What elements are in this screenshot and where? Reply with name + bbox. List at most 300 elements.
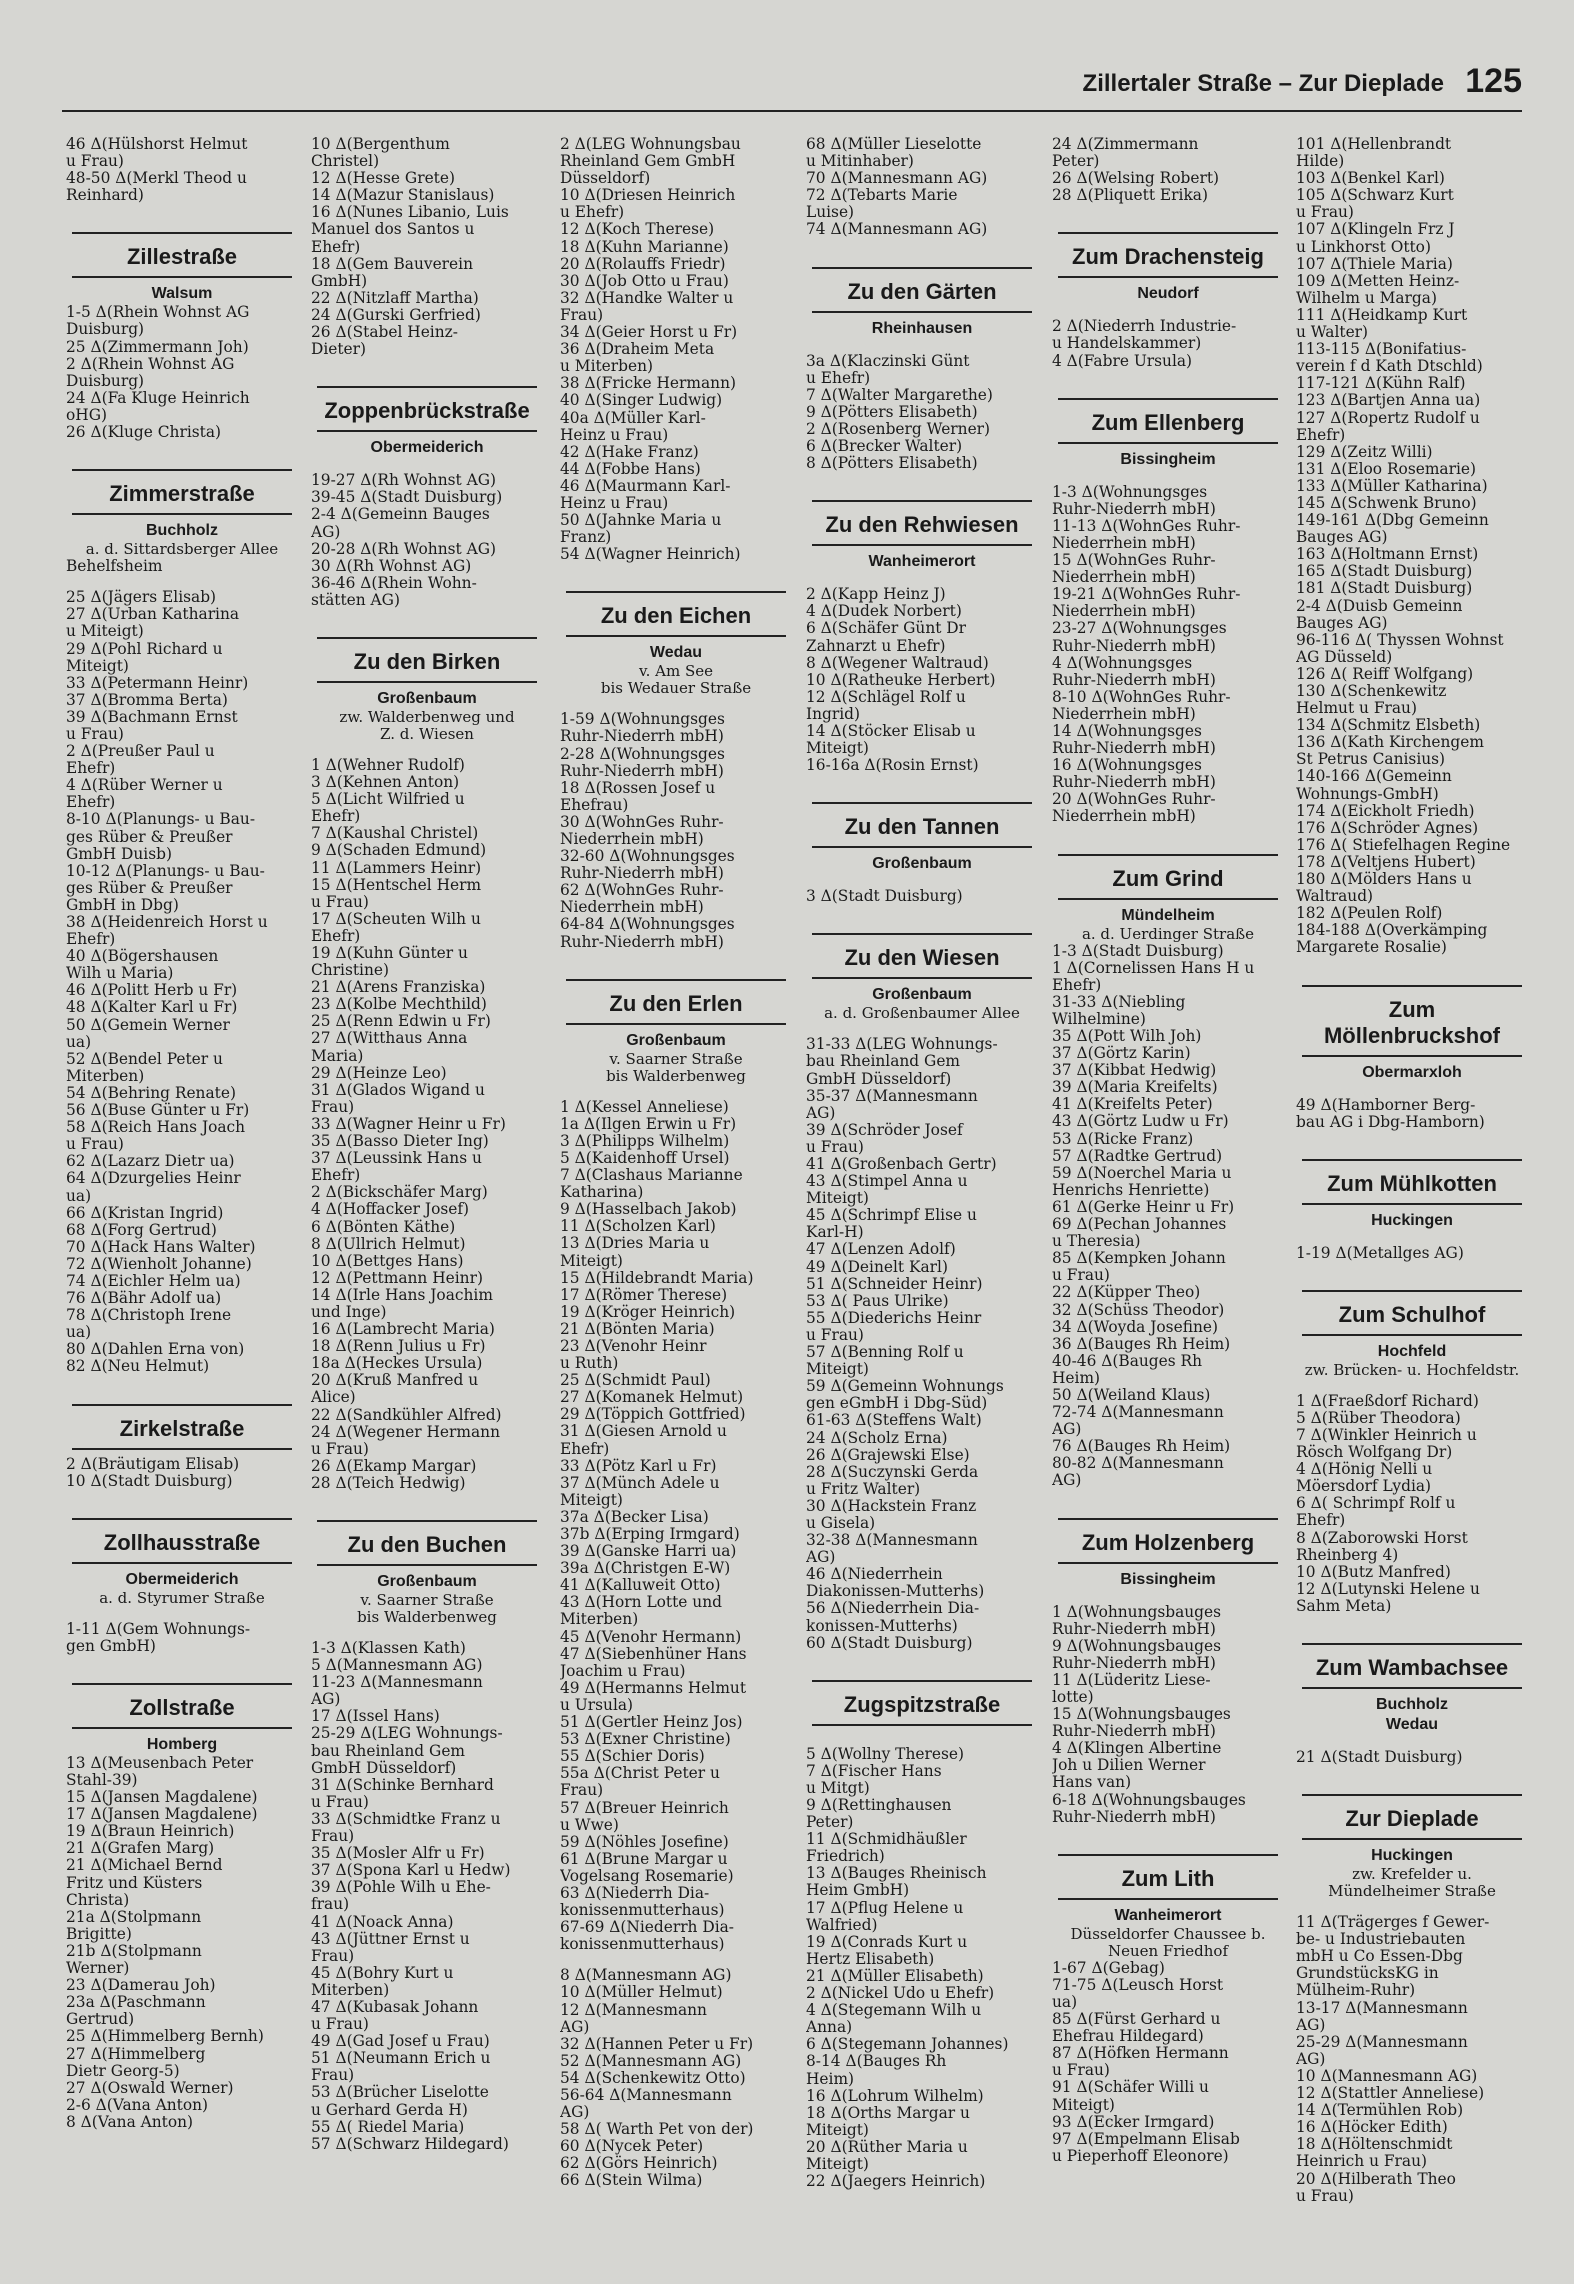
- directory-entry: 66 Δ(Kristan Ingrid): [66, 1204, 224, 1222]
- directory-entry: 43 Δ(Horn Lotte und: [560, 1594, 722, 1612]
- directory-entry: Niederrhein mbH): [560, 899, 704, 917]
- page-header: [62, 60, 1522, 112]
- directory-entry: Christine): [311, 962, 389, 980]
- directory-entry: 2 Δ(Bräutigam Elisab): [66, 1455, 240, 1473]
- district-label: Rheinhausen: [871, 319, 973, 337]
- directory-entry: GmbH Düsseldorf): [311, 1759, 457, 1777]
- directory-entry: 1-3 Δ(Stadt Duisburg): [1052, 942, 1224, 960]
- directory-entry: 13 Δ(Meusenbach Peter: [66, 1754, 254, 1772]
- directory-entry: 1-3 Δ(Klassen Kath): [311, 1640, 466, 1657]
- directory-entry: Frau): [560, 306, 604, 324]
- directory-entry: 2 Δ(Rhein Wohnst AG: [66, 355, 235, 373]
- directory-entry: 16 Δ(Wohnungsges: [1052, 757, 1202, 775]
- directory-entry: 70 Δ(Mannesmann AG): [806, 170, 988, 188]
- directory-entry: Niederrhein mbH): [1052, 808, 1196, 826]
- directory-entry: 31 Δ(Glados Wigand u: [311, 1081, 485, 1099]
- directory-entry: Luise): [806, 204, 855, 222]
- directory-entry: 36-46 Δ(Rhein Wohn-: [311, 574, 477, 592]
- spacer: [806, 1732, 1038, 1746]
- directory-entry: ua): [66, 1324, 92, 1342]
- directory-entry: 55 Δ(Diederichs Heinr: [806, 1309, 982, 1327]
- directory-entry: 59 Δ(Gemeinn Wohnungs: [806, 1378, 1004, 1396]
- directory-entry: 96-116 Δ( Thyssen Wohnst: [1296, 631, 1504, 649]
- directory-entry: 20 Δ(Rüther Maria u: [806, 2138, 968, 2156]
- district-label: Wedau: [649, 644, 703, 662]
- directory-entry: be- u Industriebauten: [1296, 1931, 1466, 1949]
- directory-entry: Ruhr-Niederrh mbH): [1052, 1723, 1216, 1741]
- directory-entry: 3 Δ(Kehnen Anton): [311, 774, 460, 792]
- directory-entry: 107 Δ(Klingeln Frz J: [1296, 221, 1455, 239]
- directory-entry: 61-63 Δ(Steffens Walt): [806, 1412, 982, 1430]
- page-number: 125: [1465, 62, 1522, 100]
- directory-entry: 1 Δ(Wohnungsbauges: [1052, 1603, 1222, 1621]
- district-label: Hochfeld: [1377, 1342, 1447, 1360]
- directory-entry: 130 Δ(Schenkewitz: [1296, 683, 1447, 700]
- directory-entry: 13 Δ(Dries Maria u: [560, 1235, 710, 1253]
- directory-entry: 54 Δ(Behring Renate): [66, 1084, 236, 1102]
- spacer: [806, 339, 1038, 353]
- directory-entry: 1 Δ(Fraeßdorf Richard): [1296, 1392, 1479, 1410]
- district-label: Obermeiderich: [125, 1570, 239, 1588]
- directory-entry: 16 Δ(Lambrecht Maria): [311, 1321, 495, 1339]
- directory-entry: u Fritz Walter): [806, 1480, 921, 1498]
- directory-entry: Ruhr-Niederrh mbH): [1052, 774, 1216, 792]
- directory-entry: 50 Δ(Gemein Werner: [66, 1016, 230, 1034]
- spacer: [66, 1607, 298, 1621]
- directory-entry: 5 Δ(Licht Wilfried u: [311, 791, 465, 809]
- directory-entry: Rheinberg 4): [1296, 1546, 1399, 1564]
- directory-entry: 8 Δ(Ullrich Helmut): [311, 1235, 466, 1253]
- directory-entry: 12 Δ(Lutynski Helene u: [1296, 1580, 1480, 1598]
- directory-entry: 14 Δ(Termühlen Rob): [1296, 2102, 1464, 2120]
- directory-entry: Behelfsheim: [66, 558, 163, 576]
- directory-entry: 57 Δ(Radtke Gertrud): [1052, 1147, 1223, 1165]
- district-label: Wanheimerort: [1114, 1906, 1222, 1924]
- directory-entry: AG): [1296, 2050, 1326, 2068]
- directory-entry: 181 Δ(Stadt Duisburg): [1296, 580, 1473, 598]
- directory-entry: AG): [311, 523, 341, 541]
- directory-entry: Ehefr): [1052, 976, 1102, 994]
- directory-entry: 23a Δ(Paschmann: [66, 1994, 206, 2012]
- directory-entry: 105 Δ(Schwarz Kurt: [1296, 187, 1454, 205]
- street-heading: Zoppenbrückstraße: [317, 386, 537, 432]
- directory-entry: 51 Δ(Schneider Heinr): [806, 1275, 983, 1293]
- street-heading: Zu den Erlen: [566, 979, 786, 1025]
- directory-entry: 41 Δ(Kreifelts Peter): [1052, 1096, 1213, 1114]
- directory-entry: Peter): [806, 1814, 854, 1832]
- directory-entry: 39 Δ(Ganske Harri ua): [560, 1543, 737, 1561]
- directory-entry: Ehefr): [311, 1167, 361, 1185]
- directory-entry: 21 Δ(Michael Bernd: [66, 1857, 223, 1875]
- street-heading: Zu den Rehwiesen: [812, 500, 1032, 546]
- running-title: Zillertaler Straße – Zur Dieplade: [1082, 70, 1444, 97]
- directory-entry: AG Düsseld): [1296, 648, 1393, 666]
- directory-entry: gen eGmbH i Dbg-Süd): [806, 1395, 988, 1413]
- directory-entry: 57 Δ(Schwarz Hildegard): [311, 2135, 509, 2153]
- directory-entry: 16 Δ(Nunes Libanio, Luis: [311, 204, 509, 222]
- directory-entry: 32 Δ(Handke Walter u: [560, 289, 734, 307]
- directory-entry: u Frau): [311, 1440, 369, 1458]
- directory-entry: 1a Δ(Ilgen Erwin u Fr): [560, 1115, 737, 1133]
- directory-entry: 7 Δ(Fischer Hans: [806, 1762, 942, 1780]
- directory-entry: 36 Δ(Bauges Rh Heim): [1052, 1335, 1231, 1353]
- directory-entry: 5 Δ(Rüber Theodora): [1296, 1409, 1461, 1427]
- directory-entry: 5 Δ(Wollny Therese): [806, 1745, 964, 1763]
- directory-entry: 62 Δ(WohnGes Ruhr-: [560, 882, 724, 900]
- directory-entry: Franz): [560, 529, 612, 547]
- directory-entry: AG): [806, 1104, 836, 1122]
- directory-entry: 30 Δ(Rh Wohnst AG): [311, 557, 472, 575]
- column-6: [1296, 136, 1528, 2205]
- directory-entry: u Frau): [66, 1136, 124, 1154]
- directory-entry: 149-161 Δ(Dbg Gemeinn: [1296, 512, 1489, 530]
- directory-entry: 12 Δ(Mannesmann: [560, 2001, 707, 2019]
- directory-entry: 87 Δ(Höfken Hermann: [1052, 2045, 1229, 2063]
- directory-entry: 25-29 Δ(LEG Wohnungs-: [311, 1725, 503, 1743]
- column-1: [66, 136, 298, 2131]
- directory-entry: 11 Δ(Scholzen Karl): [560, 1218, 716, 1236]
- directory-entry: 41 Δ(Noack Anna): [311, 1913, 454, 1931]
- directory-entry: u Frau): [1052, 1267, 1110, 1285]
- directory-entry: 31-33 Δ(Niebling: [1052, 993, 1186, 1011]
- directory-entry: 9 Δ(Hasselbach Jakob): [560, 1201, 737, 1219]
- directory-entry: 19-21 Δ(WohnGes Ruhr-: [1052, 586, 1241, 604]
- spacer: [1296, 1379, 1528, 1393]
- directory-entry: 129 Δ(Zeitz Willi): [1296, 443, 1433, 461]
- directory-entry: u Miteigt): [66, 623, 144, 641]
- directory-entry: 2-4 Δ(Duisb Gemeinn: [1296, 597, 1463, 615]
- directory-entry: u Gerhard Gerda H): [311, 2101, 468, 2119]
- directory-entry: 163 Δ(Holtmann Ernst): [1296, 546, 1479, 564]
- directory-entry: 91 Δ(Schäfer Willi u: [1052, 2079, 1209, 2097]
- directory-entry: 10 Δ(Butz Manfred): [1296, 1563, 1451, 1581]
- directory-entry: 38 Δ(Fricke Hermann): [560, 375, 736, 393]
- directory-entry: 11-23 Δ(Mannesmann: [311, 1674, 483, 1692]
- directory-entry: u Frau): [1052, 2062, 1110, 2080]
- column-5: [1052, 136, 1284, 2165]
- directory-entry: 25 Δ(Himmelberg Bernh): [66, 2028, 264, 2046]
- directory-entry: 14 Δ(Mazur Stanislaus): [311, 187, 495, 205]
- district-label: Großenbaum: [626, 1031, 726, 1049]
- directory-entry: 8-10 Δ(WohnGes Ruhr-: [1052, 688, 1231, 706]
- directory-entry: AG): [1296, 2016, 1326, 2034]
- directory-entry: GrundstücksKG in: [1296, 1965, 1439, 1983]
- directory-entry: Duisburg): [66, 321, 145, 339]
- directory-entry: 4 Δ(Hoffacker Josef): [311, 1201, 470, 1219]
- directory-entry: Miteigt): [806, 740, 869, 758]
- directory-entry: 33 Δ(Petermann Heinr): [66, 674, 249, 692]
- directory-entry: 2 Δ(Kapp Heinz J): [806, 586, 946, 604]
- directory-entry: Wilhelm u Marga): [1296, 289, 1437, 307]
- directory-entry: 15 Δ(Jansen Magdalene): [66, 1789, 258, 1807]
- directory-entry: Heinrich u Frau): [1296, 2153, 1428, 2171]
- directory-entry: ua): [1052, 1993, 1078, 2011]
- spacer: [1296, 1900, 1528, 1914]
- district-label: Obermeiderich: [370, 439, 484, 457]
- directory-entry: 21a Δ(Stolpmann: [66, 1908, 202, 1926]
- directory-entry: 1 Δ(Cornelissen Hans H u: [1052, 959, 1255, 977]
- directory-entry: 134 Δ(Schmitz Elsbeth): [1296, 717, 1481, 735]
- directory-entry: 47 Δ(Lenzen Adolf): [806, 1241, 956, 1259]
- directory-entry: Miteigt): [806, 2155, 869, 2173]
- directory-entry: 13-17 Δ(Mannesmann: [1296, 1999, 1468, 2017]
- directory-entry: 41 Δ(Kalluweit Otto): [560, 1577, 721, 1595]
- directory-entry: 53 Δ(Exner Christine): [560, 1731, 731, 1749]
- directory-entry: u Gisela): [806, 1514, 876, 1532]
- street-section-note: v. Am See: [638, 662, 714, 681]
- directory-entry: 32 Δ(Hannen Peter u Fr): [560, 2035, 754, 2053]
- directory-entry: 8-14 Δ(Bauges Rh: [806, 2053, 947, 2071]
- directory-entry: 14 Δ(Irle Hans Joachim: [311, 1286, 493, 1304]
- directory-entry: 67-69 Δ(Niederrh Dia-: [560, 1919, 734, 1937]
- directory-entry: ges Rüber & Preußer: [66, 828, 233, 846]
- district-label: Großenbaum: [872, 986, 972, 1004]
- directory-entry: Ruhr-Niederrh mbH): [1052, 500, 1216, 518]
- directory-entry: 12 Δ(Hesse Grete): [311, 170, 455, 188]
- directory-entry: 15 Δ(Wohnungsbauges: [1052, 1706, 1231, 1724]
- directory-entry: Brigitte): [66, 1925, 132, 1943]
- directory-entry: 113-115 Δ(Bonifatius-: [1296, 341, 1467, 359]
- directory-entry: 6 Δ(Brecker Walter): [806, 438, 963, 456]
- directory-entry: 27 Δ(Witthaus Anna: [311, 1030, 468, 1048]
- directory-entry: 9 Δ(Wohnungsbauges: [1052, 1637, 1222, 1655]
- directory-entry: 22 Δ(Küpper Theo): [1052, 1284, 1201, 1302]
- directory-entry: 13 Δ(Bauges Rheinisch: [806, 1865, 987, 1883]
- directory-entry: Frau): [560, 1782, 604, 1800]
- directory-entry: 16-16a Δ(Rosin Ernst): [806, 757, 979, 775]
- directory-entry: 34 Δ(Geier Horst u Fr): [560, 324, 738, 342]
- directory-entry: 93 Δ(Ecker Irmgard): [1052, 2113, 1215, 2131]
- directory-entry: 174 Δ(Eickholt Friedh): [1296, 802, 1475, 820]
- street-heading: Zum Mühlkotten: [1302, 1159, 1522, 1205]
- directory-entry: Ruhr-Niederrh mbH): [1052, 637, 1216, 655]
- street-section-note: zw. Brücken- u. Hochfeldstr.: [1304, 1360, 1520, 1379]
- directory-entry: konissen-Mutterhs): [806, 1617, 958, 1635]
- directory-entry: Ehefr): [1296, 426, 1346, 444]
- street-section-note: a. d. Sittardsberger Allee: [85, 540, 279, 559]
- district-label: Bissingheim: [1120, 1570, 1216, 1588]
- spacer: [1052, 470, 1284, 484]
- directory-entry: 39 Δ(Pohle Wilh u Ehe-: [311, 1879, 491, 1897]
- directory-entry: 15 Δ(Hentschel Herm: [311, 876, 482, 894]
- directory-entry: 18 Δ(Rossen Josef u: [560, 779, 716, 797]
- directory-entry: 85 Δ(Fürst Gerhard u: [1052, 2011, 1221, 2029]
- directory-entry: u Frau): [311, 893, 369, 911]
- directory-entry: 37 Δ(Kibbat Hedwig): [1052, 1062, 1217, 1080]
- directory-entry: 10 Δ(Mannesmann AG): [1296, 2067, 1478, 2085]
- directory-entry: Ruhr-Niederrh mbH): [1052, 1654, 1216, 1672]
- directory-entry: 180 Δ(Mölders Hans u: [1296, 871, 1472, 889]
- spacer: [311, 1626, 543, 1640]
- street-section-note: a. d. Styrumer Straße: [99, 1588, 265, 1607]
- directory-entry: Margarete Rosalie): [1296, 939, 1447, 957]
- directory-entry: u Frau): [66, 153, 124, 171]
- district-label: Großenbaum: [377, 1573, 477, 1590]
- directory-entry: 16 Δ(Lohrum Wilhelm): [806, 2087, 984, 2105]
- directory-entry: Stahl-39): [66, 1772, 138, 1789]
- directory-entry: Sahm Meta): [1296, 1597, 1392, 1615]
- directory-entry: 27 Δ(Oswald Werner): [66, 2079, 234, 2097]
- directory-entry: 60 Δ(Nycek Peter): [560, 2138, 704, 2156]
- directory-entry: 40-46 Δ(Bauges Rh: [1052, 1352, 1203, 1370]
- spacer: [311, 743, 543, 757]
- spacer: [311, 458, 543, 472]
- directory-entry: 8-10 Δ(Planungs- u Bau-: [66, 811, 256, 829]
- directory-entry: 51 Δ(Neumann Erich u: [311, 2050, 491, 2068]
- directory-entry: Ehefr): [66, 760, 116, 778]
- directory-entry: 43 Δ(Stimpel Anna u: [806, 1173, 968, 1191]
- directory-entry: GmbH Düsseldorf): [806, 1070, 952, 1088]
- directory-entry: Werner): [66, 1960, 130, 1978]
- directory-entry: 8 Δ(Zaborowski Horst: [1296, 1529, 1468, 1547]
- directory-entry: 50 Δ(Weiland Klaus): [1052, 1386, 1211, 1404]
- directory-entry: 103 Δ(Benkel Karl): [1296, 170, 1445, 188]
- spacer: [560, 1085, 792, 1099]
- directory-entry: AG): [560, 2104, 590, 2122]
- directory-entry: 72 Δ(Wienholt Johanne): [66, 1255, 252, 1273]
- directory-entry: Ehefr): [66, 794, 116, 812]
- directory-entry: 6 Δ(Bönten Käthe): [311, 1218, 456, 1236]
- directory-entry: 11 Δ(Trägerges f Gewer-: [1296, 1914, 1490, 1932]
- directory-entry: 21b Δ(Stolpmann: [66, 1942, 202, 1960]
- directory-entry: oHG): [66, 406, 107, 424]
- directory-entry: Duisburg): [66, 372, 145, 390]
- directory-entry: Ruhr-Niederrh mbH): [560, 762, 724, 780]
- directory-entry: 50 Δ(Jahnke Maria u: [560, 512, 722, 530]
- directory-entry: 69 Δ(Pechan Johannes: [1052, 1216, 1227, 1234]
- directory-entry: Frau): [311, 1828, 355, 1846]
- directory-entry: Helmut u Frau): [1296, 700, 1417, 718]
- directory-entry: Maria): [311, 1047, 364, 1065]
- directory-entry: 59 Δ(Nöhles Josefine): [560, 1833, 729, 1851]
- directory-entry: 56 Δ(Buse Günter u Fr): [66, 1102, 250, 1120]
- directory-entry: 26 Δ(Stabel Heinz-: [311, 324, 458, 342]
- directory-entry: 40a Δ(Müller Karl-: [560, 409, 706, 427]
- directory-entry: Peter): [1052, 153, 1100, 171]
- directory-entry: 22 Δ(Nitzlaff Martha): [311, 289, 479, 307]
- directory-entry: Katharina): [560, 1184, 644, 1202]
- directory-entry: u Mitinhaber): [806, 153, 914, 171]
- directory-entry: 17 Δ(Jansen Magdalene): [66, 1806, 258, 1824]
- directory-entry: Henrichs Henriette): [1052, 1181, 1210, 1199]
- directory-entry: 39 Δ(Schröder Josef: [806, 1121, 963, 1139]
- directory-entry: 11 Δ(Lammers Heinr): [311, 859, 482, 877]
- directory-entry: 35 Δ(Basso Dieter Ing): [311, 1133, 489, 1151]
- column-2: [311, 136, 543, 2153]
- directory-entry: 107 Δ(Thiele Maria): [1296, 255, 1453, 273]
- directory-entry: 68 Δ(Müller Lieselotte: [806, 136, 982, 153]
- directory-entry: Wohnungs-GmbH): [1296, 785, 1439, 803]
- directory-entry: Hans van): [1052, 1774, 1132, 1792]
- directory-entry: 14 Δ(Stöcker Elisab u: [806, 722, 976, 740]
- directory-entry: 46 Δ(Politt Herb u Fr): [66, 982, 238, 1000]
- directory-entry: Miterben): [311, 1981, 390, 1999]
- directory-entry: 101 Δ(Hellenbrandt: [1296, 136, 1452, 153]
- directory-entry: Dietr Georg-5): [66, 2062, 180, 2080]
- directory-entry: St Petrus Canisius): [1296, 751, 1446, 769]
- directory-entry: konissenmutterhaus): [560, 1936, 725, 1954]
- directory-entry: 60 Δ(Stadt Duisburg): [806, 1634, 973, 1652]
- directory-entry: 39-45 Δ(Stadt Duisburg): [311, 489, 503, 507]
- district-label: Bissingheim: [1120, 450, 1216, 468]
- directory-entry: 1-5 Δ(Rhein Wohnst AG: [66, 304, 250, 322]
- directory-entry: 46 Δ(Niederrhein: [806, 1566, 943, 1584]
- spacer: [1296, 1231, 1528, 1245]
- directory-entry: 55a Δ(Christ Peter u: [560, 1765, 720, 1783]
- directory-entry: Fritz und Küsters: [66, 1874, 203, 1892]
- directory-entry: Diakonissen-Mutterhs): [806, 1583, 985, 1601]
- directory-entry: Niederrhein mbH): [1052, 603, 1196, 621]
- directory-entry: 74 Δ(Mannesmann AG): [806, 221, 988, 239]
- directory-entry: 20 Δ(Hilberath Theo: [1296, 2170, 1456, 2188]
- directory-entry: 10 Δ(Stadt Duisburg): [66, 1472, 233, 1490]
- directory-entry: 27 Δ(Himmelberg: [66, 2045, 206, 2063]
- directory-entry: 61 Δ(Gerke Heinr u Fr): [1052, 1198, 1235, 1216]
- directory-entry: 5 Δ(Mannesmann AG): [311, 1657, 483, 1675]
- directory-entry: 17 Δ(Issel Hans): [311, 1708, 440, 1726]
- street-heading: Zimmerstraße: [72, 469, 292, 515]
- directory-entry: 45 Δ(Bohry Kurt u: [311, 1964, 454, 1982]
- directory-entry: 126 Δ( Reiff Wolfgang): [1296, 665, 1474, 683]
- directory-entry: 11 Δ(Schmidhäußler: [806, 1831, 967, 1849]
- street-heading: Zu den Eichen: [566, 591, 786, 637]
- street-section-note: Neuen Friedhof: [1107, 1941, 1229, 1960]
- directory-entry: 16 Δ(Höcker Edith): [1296, 2119, 1448, 2137]
- spacer: [1052, 304, 1284, 318]
- directory-entry: Ruhr-Niederrh mbH): [1052, 1620, 1216, 1638]
- directory-entry: u Frau): [1296, 2187, 1354, 2205]
- directory-entry: 8 Δ(Vana Anton): [66, 2113, 194, 2131]
- directory-entry: 4 Δ(Rüber Werner u: [66, 777, 223, 795]
- district-label: Wanheimerort: [868, 553, 976, 571]
- directory-entry: und Inge): [311, 1303, 387, 1321]
- directory-entry: 52 Δ(Mannesmann AG): [560, 2052, 742, 2070]
- street-heading: Zum Schulhof: [1302, 1290, 1522, 1336]
- directory-entry: 29 Δ(Pohl Richard u: [66, 640, 223, 658]
- street-heading: Zum Holzenberg: [1058, 1518, 1278, 1564]
- directory-entry: 8 Δ(Pötters Elisabeth): [806, 455, 978, 473]
- directory-entry: 26 Δ(Kluge Christa): [66, 424, 222, 442]
- directory-entry: 45 Δ(Schrimpf Elise u: [806, 1207, 977, 1225]
- directory-entry: 15 Δ(Hildebrandt Maria): [560, 1269, 754, 1287]
- directory-entry: Ehefr): [1296, 1512, 1346, 1530]
- directory-entry: Niederrhein mbH): [1052, 569, 1196, 587]
- directory-entry: 62 Δ(Lazarz Dietr ua): [66, 1153, 235, 1171]
- directory-entry: Ehefrau Hildegard): [1052, 2028, 1204, 2046]
- directory-entry: 3 Δ(Stadt Duisburg): [806, 888, 963, 906]
- directory-entry: 32-38 Δ(Mannesmann: [806, 1532, 978, 1550]
- directory-entry: 37 Δ(Bromma Berta): [66, 691, 228, 709]
- directory-entry: Ehefr): [66, 931, 116, 949]
- directory-entry: bau Rheinland Gem: [311, 1742, 466, 1760]
- directory-entry: 123 Δ(Bartjen Anna ua): [1296, 392, 1481, 410]
- directory-entry: gen GmbH): [66, 1637, 156, 1655]
- directory-entry: 18 Δ(Kuhn Marianne): [560, 238, 729, 256]
- district-label: Obermarxloh: [1362, 1063, 1462, 1081]
- directory-entry: Vogelsang Rosemarie): [560, 1867, 734, 1885]
- directory-entry: 2-6 Δ(Vana Anton): [66, 2096, 209, 2114]
- directory-entry: 18 Δ(Höltenschmidt: [1296, 2136, 1453, 2154]
- directory-entry: 57 Δ(Benning Rolf u: [806, 1344, 964, 1362]
- directory-entry: 117-121 Δ(Kühn Ralf): [1296, 375, 1466, 393]
- directory-entry: 35-37 Δ(Mannesmann: [806, 1087, 978, 1105]
- street-heading: Zillestraße: [72, 232, 292, 278]
- district-label: Großenbaum: [872, 855, 972, 873]
- directory-entry: u Frau): [1296, 204, 1354, 222]
- directory-entry: 2-4 Δ(Gemeinn Bauges: [311, 506, 490, 524]
- spacer: [1052, 1590, 1284, 1604]
- directory-entry: 64-84 Δ(Wohnungsges: [560, 916, 735, 934]
